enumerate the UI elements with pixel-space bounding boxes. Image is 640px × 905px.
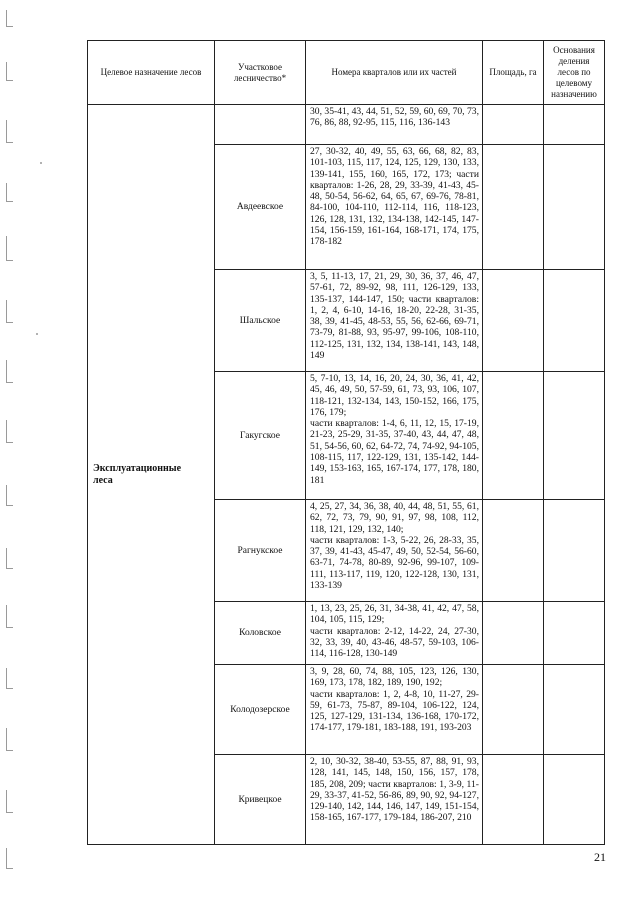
binder-mark [6,62,13,81]
basis-cell [544,665,605,755]
header-basis [544,41,605,105]
binder-mark [6,236,13,261]
basis-cell [544,145,605,270]
binder-mark [6,790,13,813]
forest-purpose-table [87,40,605,845]
area-cell [483,500,544,602]
scan-speck [40,162,42,164]
page-number: 21 [594,850,606,864]
basis-cell [544,372,605,500]
binder-mark [6,668,13,689]
area-cell [483,665,544,755]
binder-mark [6,605,13,628]
binder-mark [6,728,13,751]
purpose-label: Эксплуатационные леса [93,462,182,486]
quarters-cell [306,500,483,602]
binder-mark [6,120,13,143]
quarters-text: 30, 35-41, 43, 44, 51, 52, 59, 60, 69, 70, 73, 76, 86, 88, 92-95, 115, 116, 136-143 [310,106,479,129]
forestry-cell: Рагнукское [215,500,306,602]
area-cell [483,372,544,500]
quarters-parts-text: части кварталов: 1-4, 6, 11, 12, 15, 17-19, 21-23, 25-29, 31-35, 37-40, 43, 44, 47, 48, 51, 54-56, 60, 62, 64-72, 74, 74-92, 94-105, 108-115, 117, 122-129, 131, 135-142, 144-149, 153-163, 165, 167-174, 177, 178, 180, 181 [310,418,479,486]
quarters-text: 4, 25, 27, 34, 36, 38, 40, 44, 48, 51, 55, 61, 62, 72, 73, 79, 90, 91, 97, 98, 108, 112, 118, 121, 129, 132, 140; [310,501,479,535]
quarters-text: 2, 10, 30-32, 38-40, 53-55, 87, 88, 91, 93, 128, 141, 145, 148, 150, 156, 157, 178, 185, 208, 209; части кварталов: 1, 3-9, 11-29, 33-37, 41-52, 56-86, 89, 90, 92, 94-127, 129-140, 142, 144, 146, 147, 149, 151-154, 158-165, 167-177, 179-184, 186-207, 210 [310,756,479,824]
forestry-cell [215,105,306,145]
area-cell [483,270,544,372]
quarters-cell [306,105,483,145]
binder-mark [6,183,13,202]
header-quarters: Номера кварталов или их частей [306,41,483,105]
area-cell [483,145,544,270]
binder-mark [6,300,13,323]
quarters-cell [306,270,483,372]
quarters-parts-text: части кварталов: 1-3, 5-22, 26, 28-33, 35, 37, 39, 41-43, 45-47, 49, 50, 52-54, 56-60, 63-71, 74-78, 80-89, 92-96, 99-107, 109-111, 113-117, 119, 120, 122-128, 130, 131, 133-139 [310,534,479,592]
area-cell [483,602,544,665]
basis-cell [544,270,605,372]
forestry-cell: Колодозерское [215,665,306,755]
quarters-text: 3, 5, 11-13, 17, 21, 29, 30, 36, 37, 46, 47, 57-61, 72, 89-92, 98, 111, 126-129, 133, 135-137, 144-147, 150; части кварталов: 1, 2, 4, 6-10, 14-16, 18-20, 22-28, 31-35, 38, 39, 41-45, 48-53, 55, 56, 62-66, 69-71, 73-79, 81-88, 93, 95-97, 99-106, 108-110, 112-125, 131, 132, 134, 138-141, 143, 148, 149 [310,271,479,362]
binder-mark [6,10,13,27]
binder-mark [6,420,13,443]
quarters-cell [306,602,483,665]
forestry-cell: Гакугское [215,372,306,500]
scan-speck [36,333,38,335]
forestry-cell: Кривецкое [215,755,306,845]
quarters-text: 3, 9, 28, 60, 74, 88, 105, 123, 126, 130, 169, 173, 178, 182, 189, 190, 192; [310,666,479,689]
binder-mark [6,485,13,506]
forestry-cell: Шальское [215,270,306,372]
quarters-parts-text: части кварталов: 1, 2, 4-8, 10, 11-27, 29-59, 61-73, 75-87, 89-104, 106-122, 124, 125, 127-129, 131-134, 136-168, 170-172, 174-177, 179-181, 183-188, 191, 193-203 [310,688,479,734]
header-area: Площадь, га [483,41,544,105]
forestry-cell: Авдеевское [215,145,306,270]
quarters-cell [306,755,483,845]
header-purpose: Целевое назначение лесов [88,41,215,105]
basis-cell [544,500,605,602]
basis-cell [544,602,605,665]
header-basis-text: Основания деления лесов по целевому назначению [551,45,597,99]
basis-cell [544,105,605,145]
quarters-text: 5, 7-10, 13, 14, 16, 20, 24, 30, 36, 41, 42, 45, 46, 49, 50, 57-59, 61, 73, 93, 106, 107, 118-121, 132-134, 143, 150-152, 166, 175, 176, 179; [310,373,479,418]
binder-mark [6,360,13,383]
binder-mark [6,848,13,869]
quarters-cell [306,372,483,500]
basis-cell [544,755,605,845]
quarters-text: 27, 30-32, 40, 49, 55, 63, 66, 68, 82, 83, 101-103, 115, 117, 124, 125, 129, 130, 133, 139-141, 155, 160, 165, 172, 173; части кварталов: 1-26, 28, 29, 33-39, 41-43, 45-48, 50-54, 56-62, 64, 65, 67, 69-76, 78-81, 84-100, 104-110, 112-114, 116, 118-123, 126, 128, 131, 132, 134-138, 142-145, 147-154, 156-159, 161-164, 168-171, 174, 175, 178-182 [310,146,479,248]
quarters-cell [306,145,483,270]
table-row [88,105,605,145]
forestry-cell: Коловское [215,602,306,665]
table-header-row [88,41,605,105]
quarters-parts-text: части кварталов: 2-12, 14-22, 24, 27-30, 32, 33, 39, 40, 43-46, 48-57, 59-103, 106-114, 116-128, 130-149 [310,625,479,660]
area-cell [483,755,544,845]
header-forestry: Участковое лесничество* [215,41,306,105]
area-cell [483,105,544,145]
binder-mark [6,548,13,569]
quarters-text: 1, 13, 23, 25, 26, 31, 34-38, 41, 42, 47, 58, 104, 105, 115, 129; [310,603,479,626]
quarters-cell [306,665,483,755]
purpose-cell [88,105,215,845]
